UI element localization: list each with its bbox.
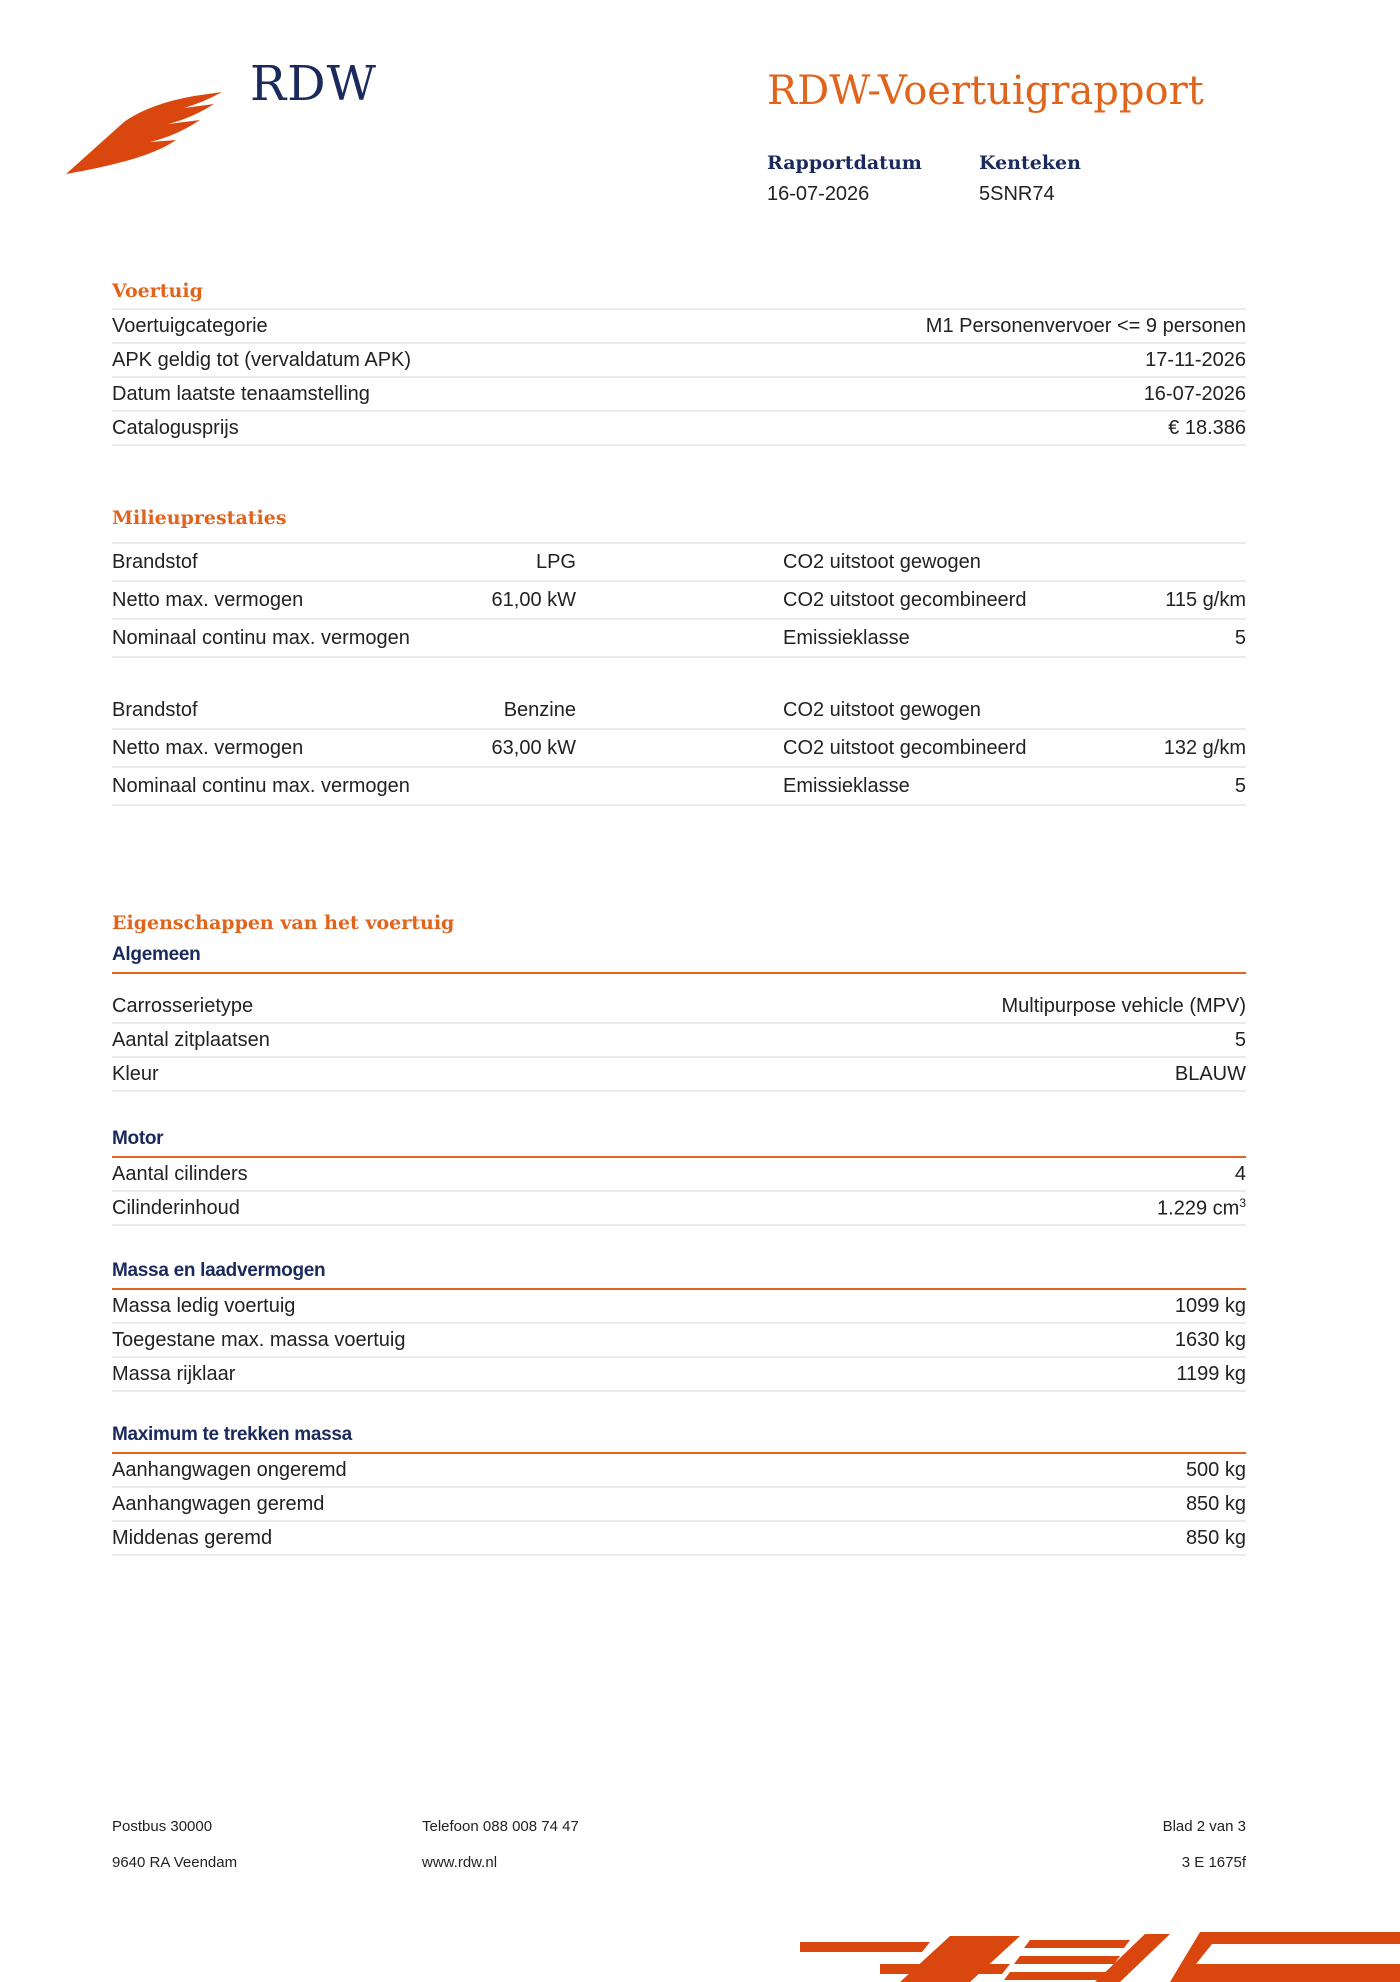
row-value <box>1157 1196 1246 1221</box>
row-label: Datum laatste tenaamstelling <box>112 382 370 405</box>
footer-city: 9640 RA Veendam <box>112 1854 238 1871</box>
row-label: Cilinderinhoud <box>112 1196 240 1219</box>
table-row <box>112 1488 1246 1522</box>
row-value: 16-07-2026 <box>1143 382 1246 405</box>
table-row <box>112 412 1246 446</box>
motor-table <box>112 1158 1246 1226</box>
table-row <box>112 582 1246 620</box>
table-row <box>112 344 1246 378</box>
trekken-table <box>112 1454 1246 1556</box>
row-value: € 18.386 <box>1168 416 1246 439</box>
row-value: 61,00 kW <box>491 589 576 611</box>
row-value: LPG <box>535 551 576 573</box>
row-value: 115 g/km <box>1165 589 1246 611</box>
table-row <box>112 620 1246 658</box>
voertuig-table <box>112 308 1246 446</box>
table-row <box>112 1058 1246 1092</box>
row-label: Netto max. vermogen <box>112 737 304 759</box>
row-label: Catalogusprijs <box>112 416 239 439</box>
row-label: Aanhangwagen geremd <box>112 1492 325 1515</box>
row-label: Nominaal continu max. vermogen <box>112 775 410 797</box>
row-label: CO2 uitstoot gewogen <box>783 699 981 721</box>
table-row <box>112 730 1246 768</box>
table-row <box>112 768 1246 806</box>
row-label: Massa rijklaar <box>112 1362 236 1385</box>
row-value: Multipurpose vehicle (MPV) <box>1001 994 1246 1017</box>
footer-decoration-stripes <box>800 1924 1400 1982</box>
algemeen-table <box>112 990 1246 1092</box>
table-row <box>112 378 1246 412</box>
footer-doc-code: 3 E 1675f <box>1181 1854 1246 1871</box>
row-value: 850 kg <box>1185 1492 1246 1515</box>
footer-page-number: Blad 2 van 3 <box>1162 1818 1246 1835</box>
row-value: BLAUW <box>1174 1062 1246 1085</box>
table-row <box>112 1290 1246 1324</box>
row-label: Brandstof <box>112 699 198 721</box>
row-label: Toegestane max. massa voertuig <box>112 1328 406 1351</box>
table-row <box>112 692 1246 730</box>
row-value: 63,00 kW <box>491 737 576 759</box>
section-eigenschappen-title: Eigenschappen van het voertuig <box>112 912 455 934</box>
row-label: Voertuigcategorie <box>112 314 268 337</box>
displacement-value: 1.229 cm <box>1157 1197 1240 1220</box>
row-label: Aantal cilinders <box>112 1162 248 1185</box>
row-label: CO2 uitstoot gewogen <box>783 551 981 573</box>
row-value: 132 g/km <box>1163 737 1246 759</box>
section-milieu-title: Milieuprestaties <box>112 507 287 529</box>
table-row <box>112 1158 1246 1192</box>
row-label: Aanhangwagen ongeremd <box>112 1458 347 1481</box>
report-date-label: Rapportdatum <box>767 152 922 174</box>
footer-web-link[interactable]: www.rdw.nl <box>422 1854 498 1871</box>
row-label: Emissieklasse <box>783 775 910 797</box>
row-value: 850 kg <box>1185 1526 1246 1549</box>
displacement-superscript: 3 <box>1239 1195 1246 1210</box>
row-label: CO2 uitstoot gecombineerd <box>783 737 1027 759</box>
row-value: 4 <box>1234 1162 1246 1185</box>
row-value: 5 <box>1234 1028 1246 1051</box>
table-row <box>112 542 1246 582</box>
logo-text: RDW <box>250 56 377 112</box>
row-label: CO2 uitstoot gecombineerd <box>783 589 1027 611</box>
footer-postbus: Postbus 30000 <box>112 1818 213 1835</box>
table-row <box>112 1358 1246 1392</box>
row-label: Massa ledig voertuig <box>112 1294 296 1317</box>
row-label: Aantal zitplaatsen <box>112 1028 270 1051</box>
row-label: Middenas geremd <box>112 1526 273 1549</box>
subsection-trekken-title: Maximum te trekken massa <box>112 1424 1246 1454</box>
row-label: Netto max. vermogen <box>112 589 304 611</box>
row-value: 1199 kg <box>1176 1362 1246 1385</box>
rdw-logo-emblem <box>64 84 234 176</box>
plate-label: Kenteken <box>979 152 1081 174</box>
subsection-algemeen-title: Algemeen <box>112 944 1246 974</box>
row-value: 1630 kg <box>1174 1328 1246 1351</box>
row-label: Kleur <box>112 1062 159 1085</box>
row-label: Brandstof <box>112 551 198 573</box>
row-label: Emissieklasse <box>783 627 910 649</box>
table-row <box>112 308 1246 344</box>
table-row <box>112 1324 1246 1358</box>
row-value: 1099 kg <box>1174 1294 1246 1317</box>
table-row <box>112 1522 1246 1556</box>
row-value: M1 Personenvervoer <= 9 personen <box>925 314 1246 337</box>
table-row <box>112 1024 1246 1058</box>
row-value: Benzine <box>503 699 576 721</box>
milieu-lpg-table <box>112 542 1246 658</box>
row-value: 5 <box>1234 627 1246 649</box>
row-label: APK geldig tot (vervaldatum APK) <box>112 348 412 371</box>
report-title: RDW-Voertuigrapport <box>767 68 1204 114</box>
row-value: 500 kg <box>1185 1458 1246 1481</box>
plate-value: 5SNR74 <box>979 183 1055 205</box>
milieu-benzine-table <box>112 692 1246 806</box>
row-value: 17-11-2026 <box>1145 348 1246 371</box>
massa-table <box>112 1290 1246 1392</box>
row-label: Nominaal continu max. vermogen <box>112 627 410 649</box>
row-label: Carrosserietype <box>112 994 254 1017</box>
table-row <box>112 1192 1246 1226</box>
section-voertuig-title: Voertuig <box>112 280 203 302</box>
row-value: 5 <box>1234 775 1246 797</box>
subsection-massa-title: Massa en laadvermogen <box>112 1260 1246 1290</box>
report-date-value: 16-07-2026 <box>767 183 870 205</box>
footer-phone: Telefoon 088 008 74 47 <box>422 1818 579 1835</box>
subsection-motor-title: Motor <box>112 1128 1246 1158</box>
table-row <box>112 990 1246 1024</box>
table-row <box>112 1454 1246 1488</box>
